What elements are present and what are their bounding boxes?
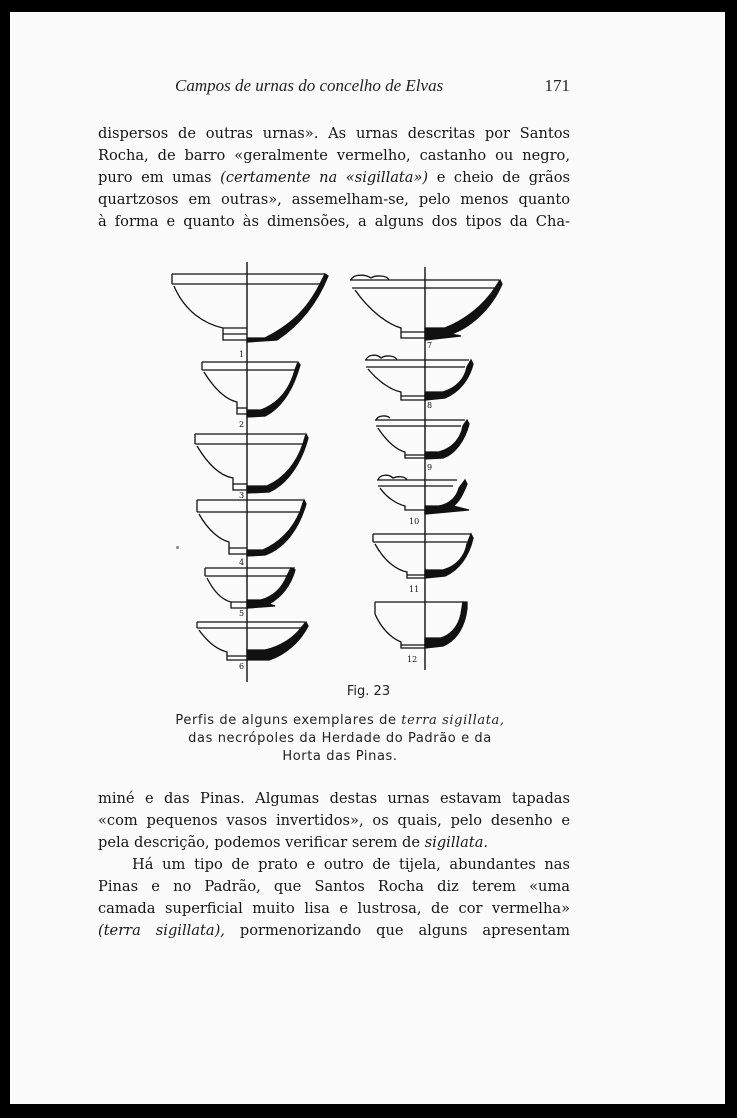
vessel-number-1: 1 <box>239 350 245 359</box>
vessel-profile-7 <box>350 275 502 340</box>
vessel-profile-9 <box>375 416 469 459</box>
text-line: miné e das Pinas. Algumas destas urnas estavam tapadas <box>98 790 570 807</box>
caption-line: das necrópoles da Herdade do Padrão e da <box>188 731 492 746</box>
vessel-number-9: 9 <box>427 463 433 472</box>
vessel-profile-10 <box>377 475 469 514</box>
text-fragment: pormenorizando que alguns apresentam <box>239 922 570 939</box>
text-line: dispersos de outras urnas». As urnas descritas por Santos <box>98 125 570 142</box>
vessel-number-8: 8 <box>427 401 433 410</box>
vessel-number-4: 4 <box>239 558 245 567</box>
caption-italic: terra sigillata, <box>401 713 505 728</box>
vessel-profile-6 <box>197 622 308 660</box>
print-speck <box>176 546 179 549</box>
vessel-number-10: 10 <box>409 517 420 526</box>
caption-text: Perfis de alguns exemplares de <box>175 713 397 728</box>
vessel-profile-11 <box>373 534 473 578</box>
vessel-profile-2 <box>202 362 300 417</box>
italic-fragment: (terra sigillata), <box>98 922 225 939</box>
vessel-profile-3 <box>195 434 308 493</box>
italic-fragment: sigillata. <box>424 834 489 851</box>
vessel-number-3: 3 <box>239 491 245 500</box>
paragraph-1 <box>98 123 570 233</box>
paragraph-3 <box>98 854 570 942</box>
text-line: quartzosos em outras», assemelham-se, pelo menos quanto <box>98 191 570 208</box>
vessel-number-5: 5 <box>239 609 245 618</box>
text-line <box>98 832 570 854</box>
caption-line: Horta das Pinas. <box>282 749 398 764</box>
text-line: Pinas e no Padrão, que Santos Rocha diz terem «uma <box>98 878 570 895</box>
vessel-number-12: 12 <box>407 655 418 664</box>
vessel-number-11: 11 <box>409 585 420 594</box>
vessel-profile-5 <box>205 568 295 608</box>
vessel-number-2: 2 <box>239 420 245 429</box>
figure-caption <box>150 712 530 766</box>
vessel-number-6: 6 <box>239 662 245 671</box>
italic-fragment: (certamente na «sigillata») <box>220 169 429 186</box>
caption-line <box>150 712 530 730</box>
vessel-profile-1 <box>172 274 328 342</box>
text-line <box>98 920 570 942</box>
text-fragment: e cheio de grãos <box>436 169 570 186</box>
text-fragment: pela descrição, podemos verificar serem de <box>98 834 421 851</box>
figure-23-drawing <box>165 262 505 682</box>
text-line: «com pequenos vasos invertidos», os quais, pelo desenho e <box>98 812 570 829</box>
paragraph-2 <box>98 788 570 854</box>
page-number: 171 <box>544 76 570 95</box>
vessel-number-7: 7 <box>427 341 433 350</box>
vessel-profile-8 <box>365 355 473 400</box>
text-line: Rocha, de barro «geralmente vermelho, castanho ou negro, <box>98 147 570 164</box>
text-line: camada superficial muito lisa e lustrosa, de cor vermelha» <box>98 900 570 917</box>
text-line: Há um tipo de prato e outro de tijela, abundantes nas <box>132 856 570 873</box>
running-header <box>175 76 570 96</box>
text-line: à forma e quanto às dimensões, a alguns dos tipos da Cha- <box>98 213 570 230</box>
text-line <box>98 167 570 189</box>
vessel-profile-12 <box>375 602 467 648</box>
vessel-profile-4 <box>197 500 306 556</box>
running-title: Campos de urnas do concelho de Elvas <box>175 76 444 95</box>
figure-label: Fig. 23 <box>346 684 391 699</box>
text-fragment: puro em umas <box>98 169 212 186</box>
